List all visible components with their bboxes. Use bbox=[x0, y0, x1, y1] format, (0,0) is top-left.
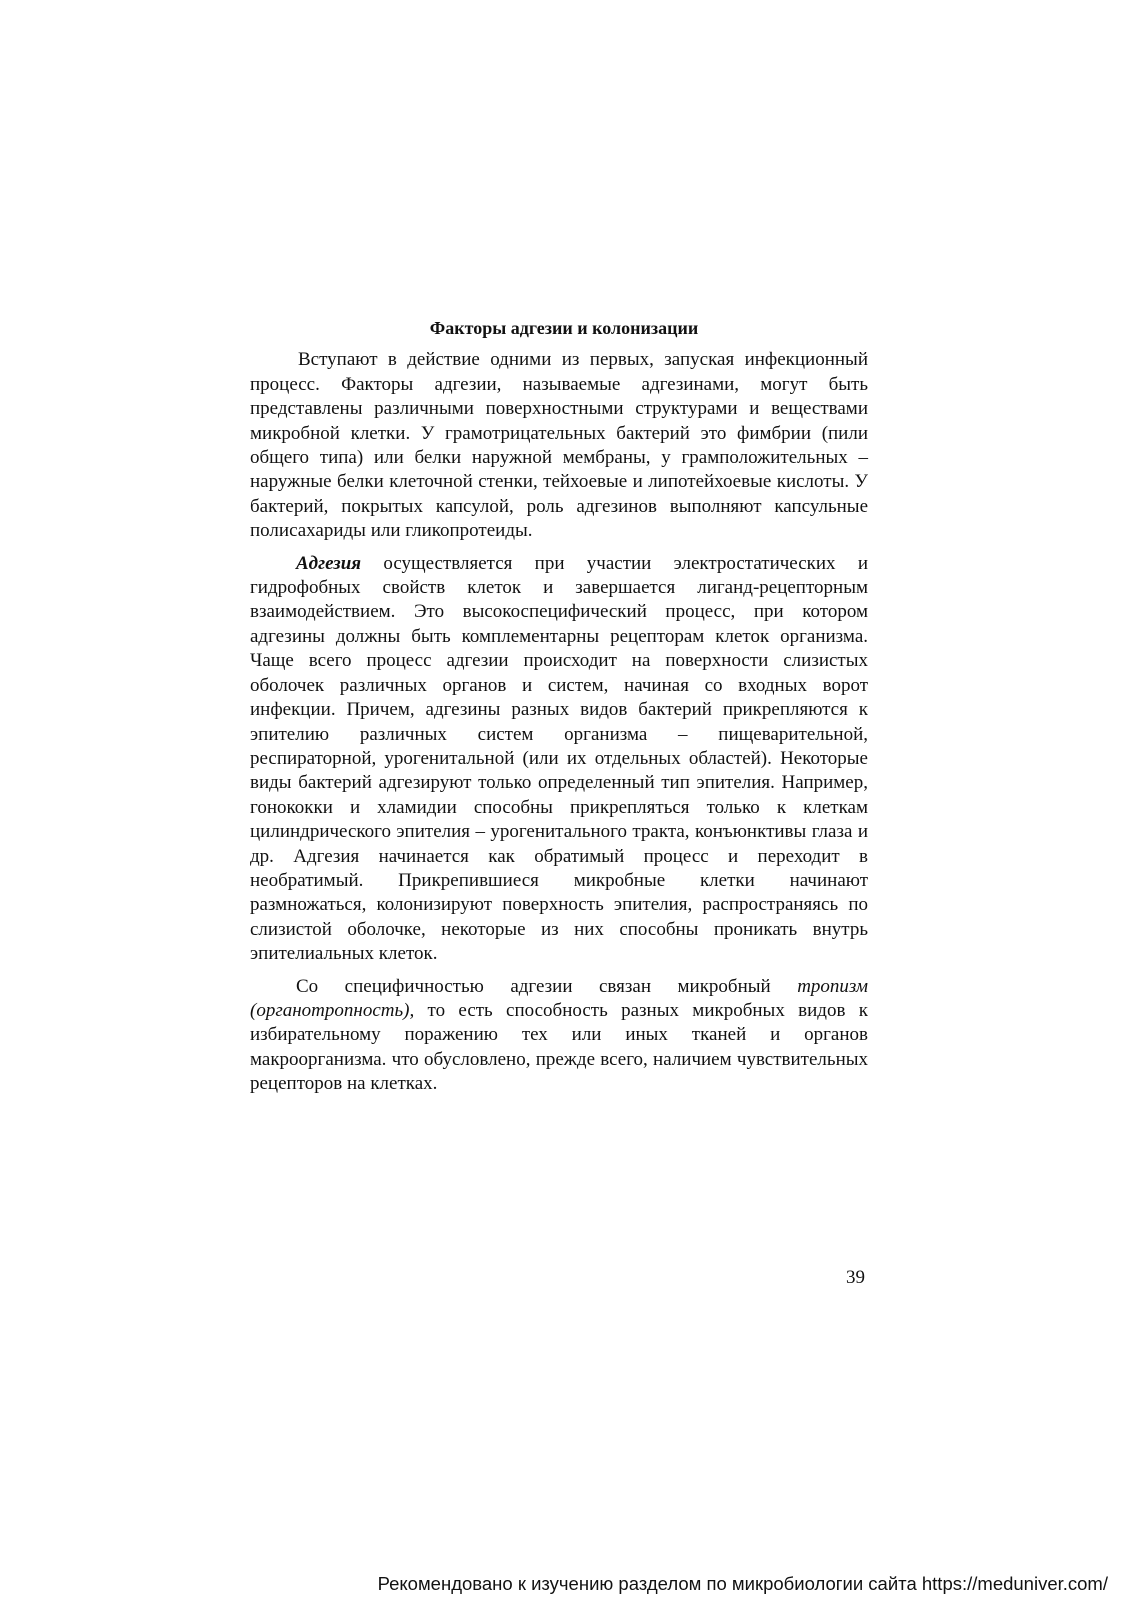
paragraph-tropism bbox=[250, 975, 868, 1097]
paragraph-tropism-text-after: то есть способность разных микробных видов к избирательному поражению тех или иных тканей и органов макроорганизма. что обусловлено, прежде всего, наличием чувствительных рецепторов на клетках. bbox=[250, 999, 868, 1095]
term-adhesion: Адгезия bbox=[296, 552, 362, 574]
page-number: 39 bbox=[846, 1267, 865, 1288]
text-body bbox=[250, 316, 868, 1105]
paragraph-adhesion bbox=[250, 552, 868, 967]
paragraph-adhesion-text: осуществляется при участии электростатических и гидрофобных свойств клеток и завершается лиганд-рецепторным взаимодействием. Это высокоспецифический процесс, при котором адгезины должны быть комплементарны рецепторам клеток организма. Чаще всего процесс адгезии происходит на поверхности слизистых оболочек различных органов и систем, начиная со входных ворот инфекции. Причем, адгезины разных видов бактерий прикрепляются к эпителию различных систем организма – пищеварительной, респираторной, урогенитальной (или их отдельных областей). Некоторые виды бактерий адгезируют только определенный тип эпителия. Например, гонококки и хламидии способны прикрепляться только к клеткам цилиндрического эпителия – урогенитального тракта, конъюнктивы глаза и др. Адгезия начинается как обратимый процесс и переходит в необратимый. Прикрепившиеся микробные клетки начинают размножаться, колонизируют поверхность эпителия, распространяясь по слизистой оболочке, некоторые из них способны проникать внутрь эпителиальных клеток. bbox=[250, 552, 868, 965]
footer-recommendation: Рекомендовано к изучению разделом по микробиологии сайта https://meduniver.com/ bbox=[377, 1573, 1108, 1594]
paragraph-tropism-text-before: Со специфичностью адгезии связан микробный bbox=[296, 975, 798, 997]
term-tropism: тропизм (органотропность), bbox=[250, 975, 868, 1021]
paragraph-adhesion-factors: Вступают в действие одними из первых, запуская инфекционный процесс. Факторы адгезии, называемые адгезинами, могут быть представлены различными поверхностными структурами и веществами микробной клетки. У грамотрицательных бактерий это фимбрии (пили общего типа) или белки наружной мембраны, у грамположительных – наружные белки клеточной стенки, тейхоевые и липотейхоевые кислоты. У бактерий, покрытых капсулой, роль адгезинов выполняют капсульные полисахариды или гликопротеиды. bbox=[250, 349, 868, 542]
section-heading: Факторы адгезии и колонизации bbox=[429, 318, 699, 338]
